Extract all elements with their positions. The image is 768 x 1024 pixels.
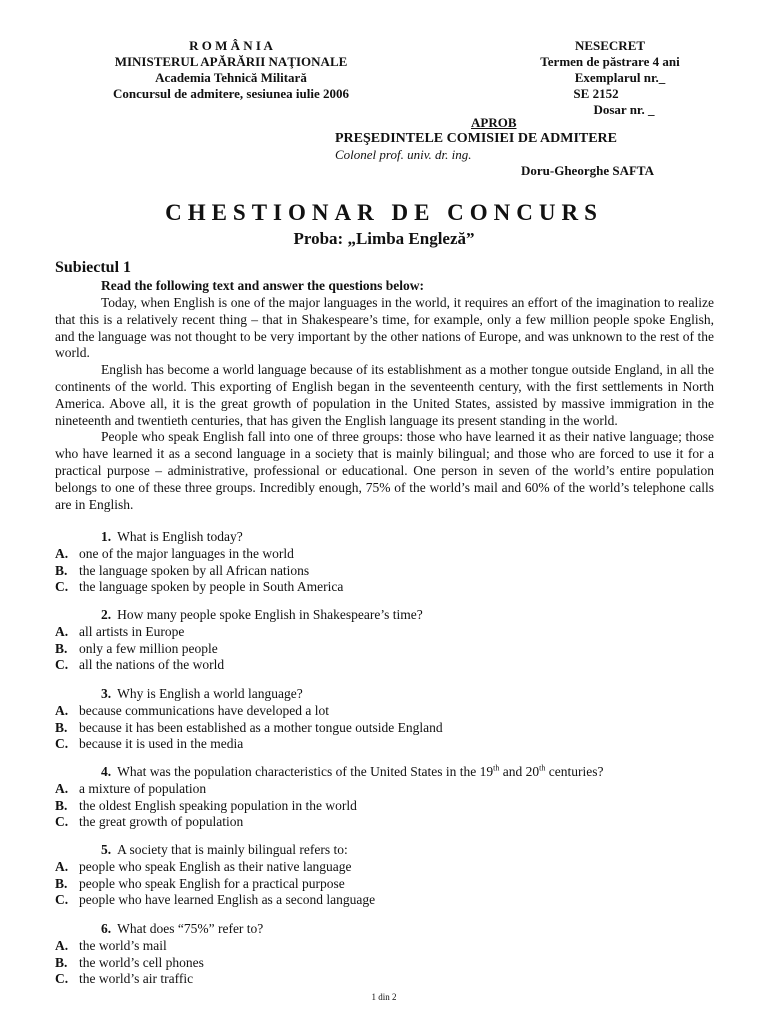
reading-text	[55, 295, 714, 513]
option-b: B. the world’s cell phones	[55, 954, 204, 970]
header-session: Concursul de admitere, sesiunea iulie 2006	[113, 86, 349, 101]
page-number: 1 din 2	[371, 992, 397, 1002]
option-b: B. the language spoken by all African nations	[55, 562, 310, 578]
question-text: How many people spoke English in Shakespeare’s time?	[117, 607, 423, 622]
question-3	[55, 686, 443, 753]
question-text: What was the population characteristics of the United States in the 19th and 20th centuries?	[117, 763, 604, 779]
approval-title: APROB	[471, 115, 517, 130]
option-a: A. because communications have developed a lot	[55, 702, 330, 718]
paragraph: English has become a world language because of its establishment as a mother tongue outside England, in all the continents of the world. This exporting of English began in the seventeenth century, with the first settlements in North America. Above all, it is the great growth of population in the United States, assisted by massive immigration in the nineteenth and twentieth centuries, that has given the English language its present standing in the world.	[55, 362, 714, 428]
option-c: C. the great growth of population	[55, 814, 244, 830]
option-a: A. the world’s mail	[55, 937, 167, 953]
header-academy: Academia Tehnică Militară	[155, 70, 307, 85]
paragraph: Today, when English is one of the major languages in the world, it requires an effort of the imagination to realize that this is a relatively recent thing – that in Shakespeare’s time, for example, only a few million people spoke English, and the language was not thought to be very important by the other nations of Europe, and was unknown to the rest of the world.	[55, 295, 714, 361]
option-c: C. all the nations of the world	[55, 657, 225, 673]
question-1	[55, 529, 344, 596]
option-c: C. the world’s air traffic	[55, 971, 194, 987]
approval-block	[335, 115, 735, 179]
question-5	[55, 842, 376, 909]
option-b: B. people who speak English for a practical purpose	[55, 875, 345, 891]
file-number: Dosar nr. _	[593, 102, 655, 117]
question-number: 3.	[101, 686, 112, 701]
question-text: A society that is mainly bilingual refers to:	[117, 842, 348, 857]
instruction: Read the following text and answer the questions below:	[101, 278, 425, 293]
question-2	[55, 607, 423, 674]
option-a: A. all artists in Europe	[55, 623, 185, 639]
option-b: B. because it has been established as a mother tongue outside England	[55, 719, 443, 735]
registry-code: SE 2152	[573, 86, 619, 101]
approval-rank: Colonel prof. univ. dr. ing.	[335, 147, 472, 162]
option-c: C. people who have learned English as a second language	[55, 892, 376, 908]
classification: NESECRET	[574, 38, 646, 53]
page-title: CHESTIONAR DE CONCURS	[165, 200, 603, 225]
question-6	[55, 921, 264, 988]
option-a: A. a mixture of population	[55, 780, 207, 796]
paragraph: People who speak English fall into one of three groups: those who have learned it as their native language; those who have learned it as a second language in a society that is mainly bilingual; and those who are forced to use it for a practical purpose – administrative, professional or educational. One person in seven of the world’s entire population belongs to one of these three groups. Incredibly enough, 75% of the world’s mail and 60% of the world’s telephone calls are in English.	[55, 429, 714, 512]
option-b: B. the oldest English speaking population in the world	[55, 797, 357, 813]
question-number: 4.	[101, 764, 112, 779]
question-4	[55, 763, 604, 831]
question-number: 1.	[101, 529, 112, 544]
option-a: A. one of the major languages in the world	[55, 545, 294, 561]
approval-name: Doru-Gheorghe SAFTA	[521, 163, 655, 178]
question-number: 5.	[101, 842, 112, 857]
option-b: B. only a few million people	[55, 640, 218, 656]
question-text: What does “75%” refer to?	[117, 921, 264, 936]
header-ministry: MINISTERUL APĂRĂRII NAŢIONALE	[114, 54, 348, 69]
question-number: 2.	[101, 607, 112, 622]
question-text: What is English today?	[117, 529, 243, 544]
question-number: 6.	[101, 921, 112, 936]
option-c: C. because it is used in the media	[55, 736, 244, 752]
option-a: A. people who speak English as their native language	[55, 858, 352, 874]
copy-number: Exemplarul nr._	[574, 70, 666, 85]
question-text: Why is English a world language?	[117, 686, 303, 701]
header-country: R O M Â N I A	[189, 38, 273, 53]
option-c: C. the language spoken by people in South America	[55, 579, 344, 595]
subject-heading: Subiectul 1	[55, 259, 132, 276]
retention-term: Termen de păstrare 4 ani	[540, 54, 680, 69]
page-subtitle: Proba: „Limba Engleză”	[293, 229, 475, 248]
approval-role: PREŞEDINTELE COMISIEI DE ADMITERE	[335, 131, 618, 146]
